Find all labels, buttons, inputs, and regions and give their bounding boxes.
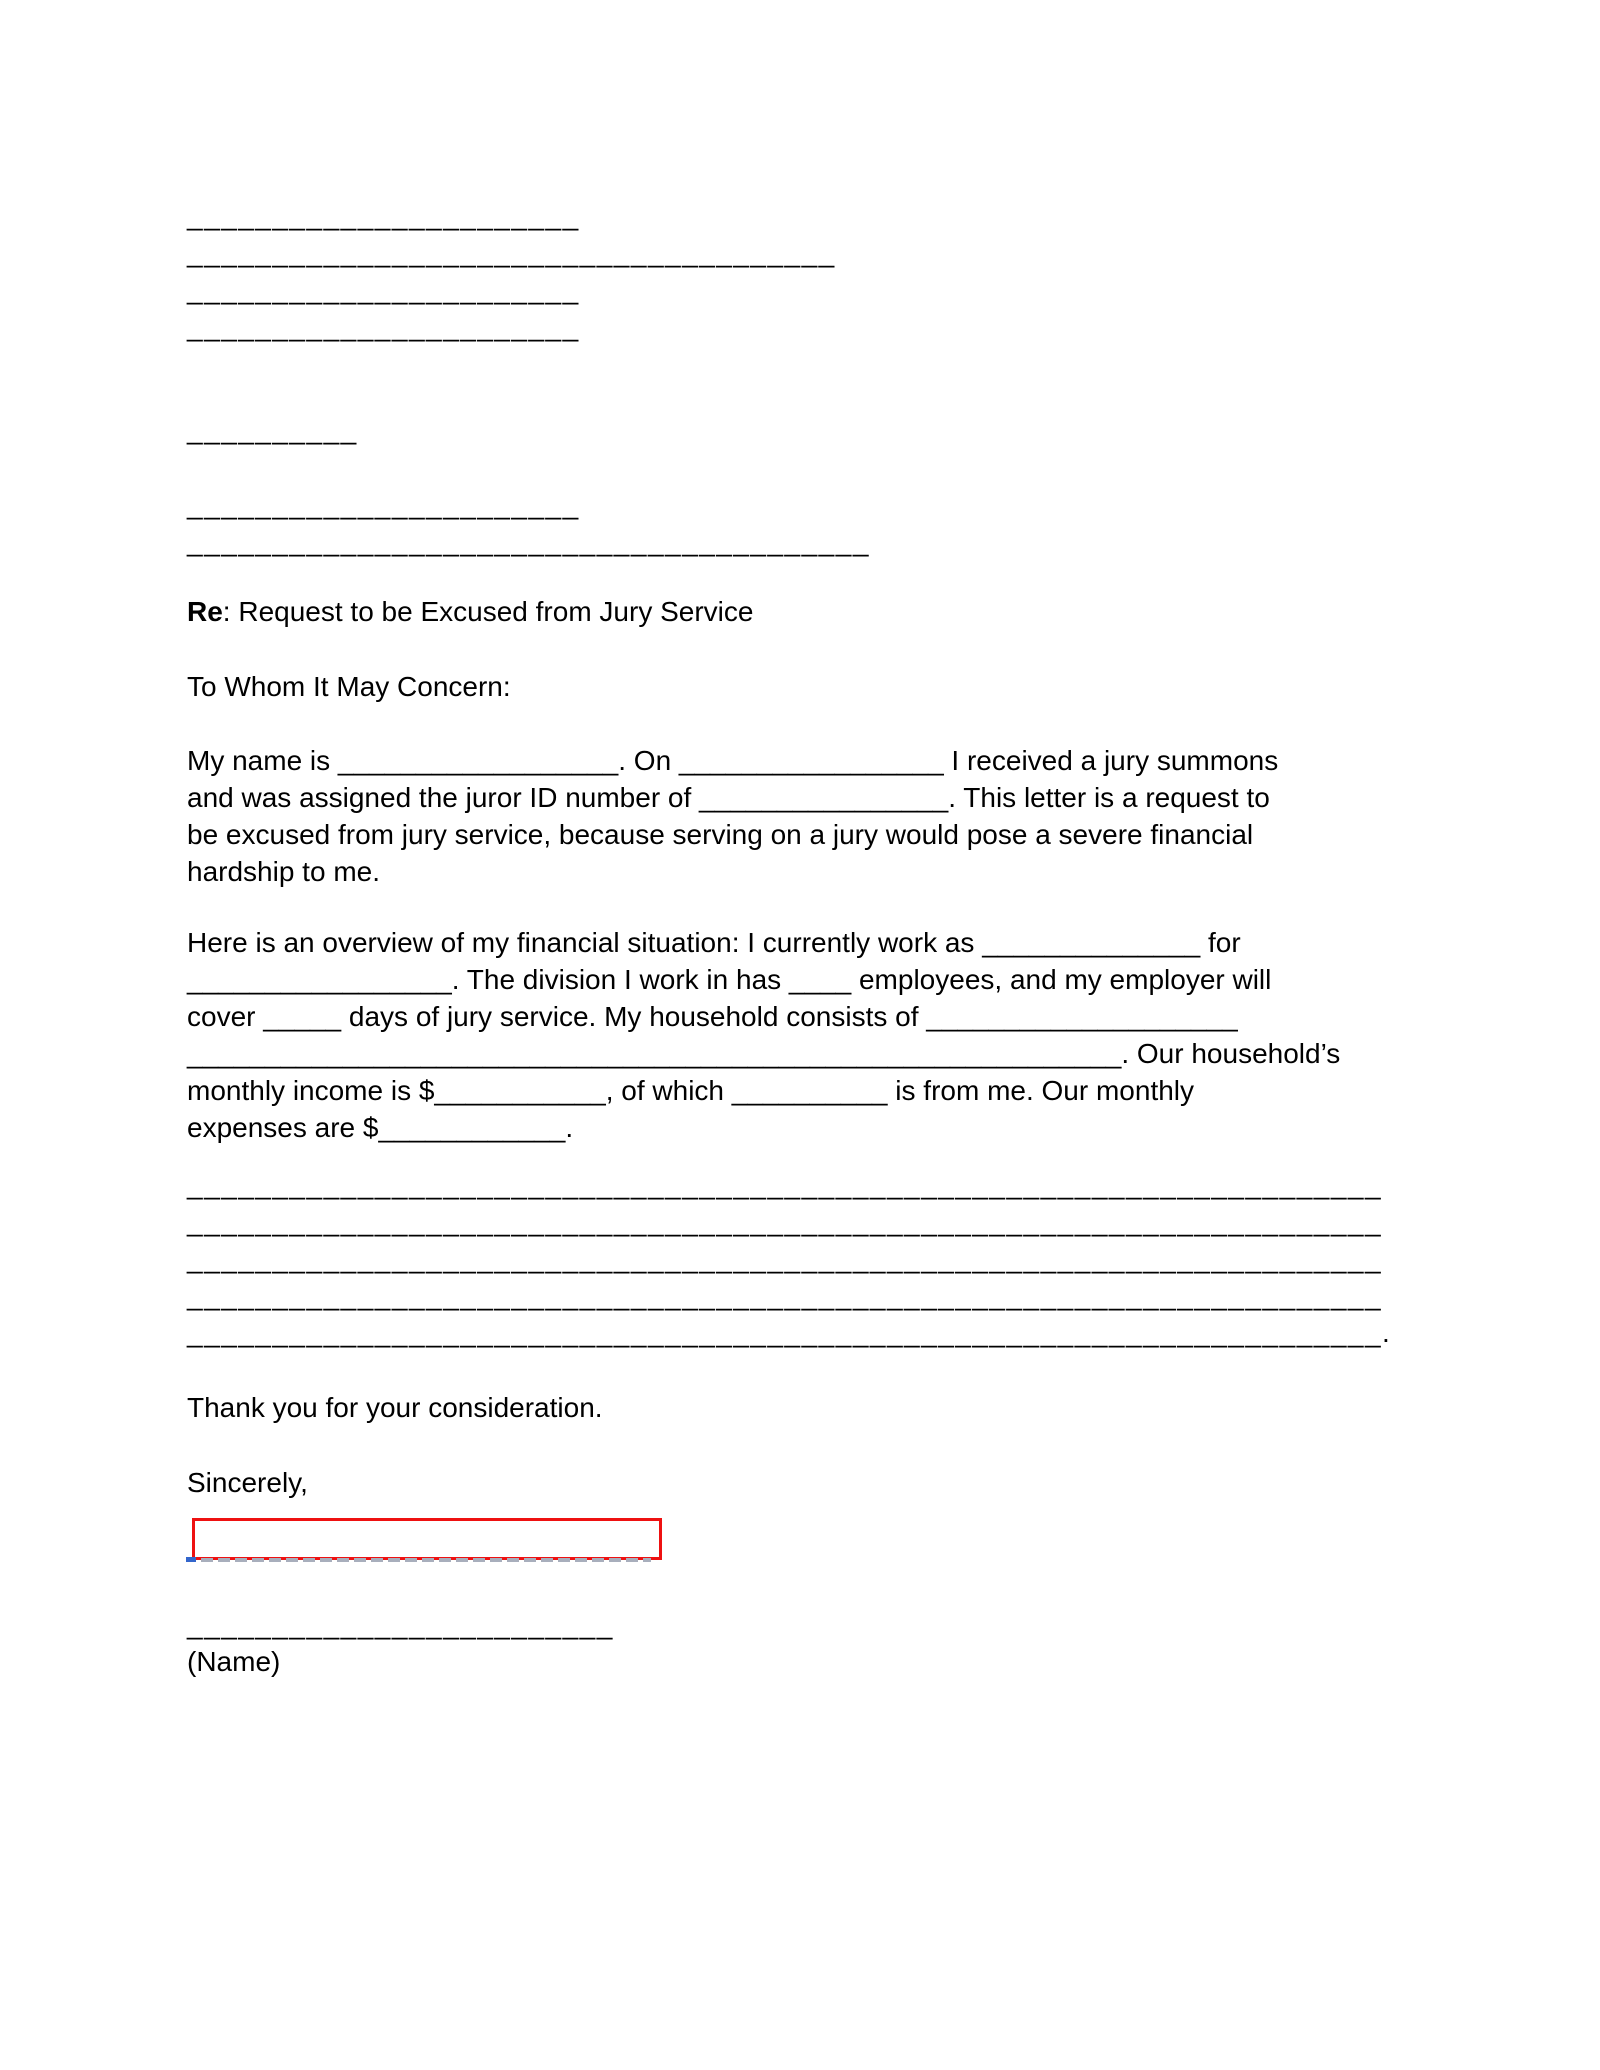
subject-line <box>187 593 1450 630</box>
signoff-line: Sincerely, <box>187 1467 308 1498</box>
text-line: hardship to me. <box>187 856 380 887</box>
text-line: Here is an overview of my financial situation: I currently work as ______________ for <box>187 927 1241 958</box>
text-line: ________________________________________ <box>187 526 870 557</box>
explanation-blank-lines <box>187 1166 1450 1351</box>
letterhead-blank-lines <box>187 197 1450 345</box>
text-line: ______________________________________________________________________ <box>187 1280 1383 1311</box>
text-line: expenses are $____________. <box>187 1112 574 1143</box>
text-line: _______________________ <box>187 200 580 231</box>
text-line: ______________________________________________________________________ <box>187 1243 1383 1274</box>
thank-you-line: Thank you for your consideration. <box>187 1392 603 1423</box>
text-line: monthly income is $___________, of which __________ is from me. Our monthly <box>187 1075 1195 1106</box>
signature-line: _________________________ <box>187 1609 614 1640</box>
text-line: ______________________________________ <box>187 237 836 268</box>
signature-field-underline <box>186 1557 651 1562</box>
recipient-blank-lines <box>187 486 1450 560</box>
text-line: ______________________________________________________________________ <box>187 1206 1383 1237</box>
text-line: ____________________________________________________________. Our household’s <box>187 1038 1341 1069</box>
salutation: To Whom It May Concern: <box>187 671 511 702</box>
signature-field[interactable] <box>192 1518 662 1560</box>
date-blank-line <box>187 411 1450 448</box>
text-line: cover _____ days of jury service. My household consists of ____________________ <box>187 1001 1238 1032</box>
signature-field-blue-tick <box>186 1557 196 1562</box>
text-line: ______________________________________________________________________. <box>187 1317 1392 1348</box>
signature-field-gray-dashes <box>201 1558 651 1562</box>
text-line: My name is __________________. On _________________ I received a jury summons <box>187 745 1279 776</box>
subject-text: : Request to be Excused from Jury Service <box>222 596 754 627</box>
text-line: _________________. The division I work in has ____ employees, and my employer will <box>187 964 1272 995</box>
text-line: __________ <box>187 414 358 445</box>
subject-re-label: Re <box>187 596 223 627</box>
text-line: _______________________ <box>187 311 580 342</box>
text-line: be excused from jury service, because serving on a jury would pose a severe financial <box>187 819 1254 850</box>
paragraph-1 <box>187 742 1450 890</box>
text-line: _______________________ <box>187 489 580 520</box>
name-label: (Name) <box>187 1646 281 1677</box>
text-line: and was assigned the juror ID number of ________________. This letter is a request to <box>187 782 1270 813</box>
paragraph-2 <box>187 924 1450 1146</box>
text-line: ______________________________________________________________________ <box>187 1169 1383 1200</box>
text-line: _______________________ <box>187 274 580 305</box>
